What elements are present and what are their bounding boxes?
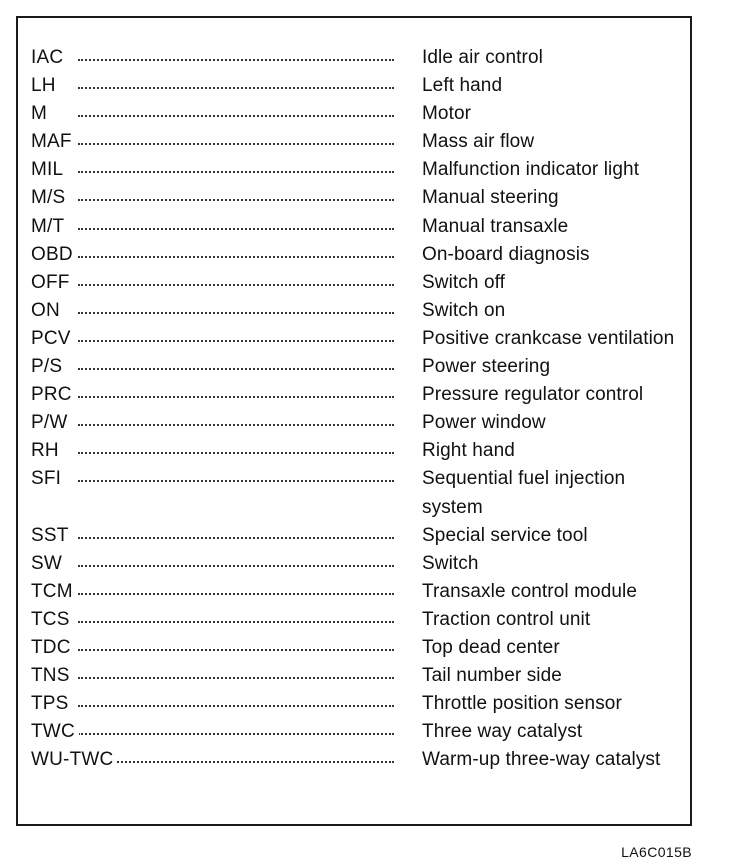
abbreviation: M/T	[31, 213, 68, 241]
meaning: Right hand	[422, 440, 515, 462]
abbreviation-row	[18, 128, 690, 156]
meaning: Sequential fuel injection system	[422, 468, 626, 518]
abbreviation-cell	[18, 269, 402, 297]
meaning: Motor	[422, 103, 472, 125]
abbreviation-cell	[18, 409, 402, 437]
abbreviation-row	[18, 690, 690, 718]
abbreviation-row	[18, 409, 690, 437]
abbreviation: P/S	[31, 353, 66, 381]
abbreviation: MAF	[31, 128, 76, 156]
abbreviation: PRC	[31, 381, 76, 409]
dotted-leader	[78, 593, 394, 595]
dotted-leader	[78, 228, 394, 230]
abbreviation-row	[18, 72, 690, 100]
dotted-leader	[78, 649, 394, 651]
meaning: On-board diagnosis	[422, 243, 590, 265]
abbreviation-cell	[18, 690, 402, 718]
abbreviation: M/S	[31, 184, 69, 212]
abbreviation: OFF	[31, 269, 74, 297]
abbreviation-cell	[18, 578, 402, 606]
abbreviation: TPS	[31, 690, 73, 718]
meaning: Pressure regulator control	[422, 384, 644, 406]
abbreviation-cell	[18, 465, 402, 493]
meaning: Switch	[422, 552, 479, 574]
meaning: Malfunction indicator light	[422, 159, 640, 181]
abbreviation-list	[18, 44, 690, 774]
abbreviation-row	[18, 662, 690, 690]
dotted-leader	[78, 115, 394, 117]
dotted-leader	[78, 761, 394, 763]
abbreviation-row	[18, 578, 690, 606]
meaning: Left hand	[422, 75, 503, 97]
meaning: Power steering	[422, 356, 551, 378]
dotted-leader	[78, 621, 394, 623]
abbreviation-cell	[18, 297, 402, 325]
abbreviation: TCS	[31, 606, 74, 634]
abbreviation-row	[18, 634, 690, 662]
dotted-leader	[78, 368, 394, 370]
abbreviation-cell	[18, 381, 402, 409]
abbreviation-cell	[18, 718, 402, 746]
abbreviation-cell	[18, 550, 402, 578]
abbreviation-row	[18, 465, 690, 521]
abbreviation-row	[18, 297, 690, 325]
dotted-leader	[78, 312, 394, 314]
abbreviation-row	[18, 437, 690, 465]
abbreviation: MIL	[31, 156, 67, 184]
meaning: Switch on	[422, 299, 506, 321]
abbreviation-cell	[18, 44, 402, 72]
abbreviation-cell	[18, 100, 402, 128]
abbreviation-row	[18, 156, 690, 184]
dotted-leader	[78, 87, 394, 89]
abbreviation: SFI	[31, 465, 65, 493]
meaning: Top dead center	[422, 636, 560, 658]
abbreviation-row	[18, 718, 690, 746]
abbreviation-row	[18, 381, 690, 409]
meaning: Power window	[422, 412, 546, 434]
abbreviation-cell	[18, 353, 402, 381]
abbreviation: LH	[31, 72, 60, 100]
dotted-leader	[78, 480, 394, 482]
dotted-leader	[78, 256, 394, 258]
abbreviation-row	[18, 213, 690, 241]
meaning: Transaxle control module	[422, 580, 638, 602]
abbreviation-row	[18, 241, 690, 269]
dotted-leader	[78, 59, 394, 61]
abbreviation-table	[16, 16, 692, 826]
dotted-leader	[78, 143, 394, 145]
abbreviation: P/W	[31, 409, 72, 437]
abbreviation-row	[18, 325, 690, 353]
abbreviation-row	[18, 746, 690, 774]
dotted-leader	[78, 340, 394, 342]
meaning: Idle air control	[422, 47, 543, 68]
dotted-leader	[78, 424, 394, 426]
abbreviation: ON	[31, 297, 64, 325]
abbreviation: IAC	[31, 44, 67, 72]
abbreviation-row	[18, 100, 690, 128]
meaning: Manual steering	[422, 187, 559, 209]
abbreviation: OBD	[31, 241, 77, 269]
abbreviation: TDC	[31, 634, 75, 662]
abbreviation-cell	[18, 72, 402, 100]
meaning: Manual transaxle	[422, 215, 569, 237]
abbreviation-cell	[18, 634, 402, 662]
dotted-leader	[78, 537, 394, 539]
abbreviation-row	[18, 269, 690, 297]
dotted-leader	[78, 705, 394, 707]
abbreviation-cell	[18, 662, 402, 690]
abbreviation-cell	[18, 213, 402, 241]
dotted-leader	[78, 733, 394, 735]
abbreviation-cell	[18, 325, 402, 353]
figure-code: LA6C015B	[621, 844, 692, 860]
dotted-leader	[78, 396, 394, 398]
abbreviation-cell	[18, 156, 402, 184]
abbreviation-row	[18, 353, 690, 381]
abbreviation-cell	[18, 437, 402, 465]
abbreviation-row	[18, 522, 690, 550]
meaning: Special service tool	[422, 524, 588, 546]
dotted-leader	[78, 677, 394, 679]
abbreviation: TWC	[31, 718, 79, 746]
abbreviation: RH	[31, 437, 63, 465]
abbreviation: WU-TWC	[31, 746, 117, 774]
meaning: Tail number side	[422, 665, 562, 687]
meaning: Switch off	[422, 271, 506, 293]
meaning: Warm-up three-way catalyst	[422, 749, 661, 771]
abbreviation-cell	[18, 606, 402, 634]
abbreviation-row	[18, 606, 690, 634]
abbreviation: PCV	[31, 325, 75, 353]
abbreviation-row	[18, 550, 690, 578]
abbreviation: M	[31, 100, 51, 128]
abbreviation-cell	[18, 746, 402, 774]
meaning: Throttle position sensor	[422, 693, 622, 715]
abbreviation-row	[18, 44, 690, 72]
meaning: Traction control unit	[422, 608, 591, 630]
abbreviation-cell	[18, 241, 402, 269]
abbreviation-row	[18, 184, 690, 212]
abbreviation: TCM	[31, 578, 77, 606]
abbreviation: SW	[31, 550, 66, 578]
dotted-leader	[78, 565, 394, 567]
dotted-leader	[78, 284, 394, 286]
abbreviation: TNS	[31, 662, 74, 690]
abbreviation: SST	[31, 522, 73, 550]
meaning: Mass air flow	[422, 131, 535, 153]
abbreviation-cell	[18, 184, 402, 212]
abbreviation-cell	[18, 522, 402, 550]
abbreviation-cell	[18, 128, 402, 156]
meaning: Three way catalyst	[422, 721, 583, 743]
meaning: Positive crankcase ventilation	[422, 327, 675, 349]
dotted-leader	[78, 171, 394, 173]
dotted-leader	[78, 199, 394, 201]
dotted-leader	[78, 452, 394, 454]
